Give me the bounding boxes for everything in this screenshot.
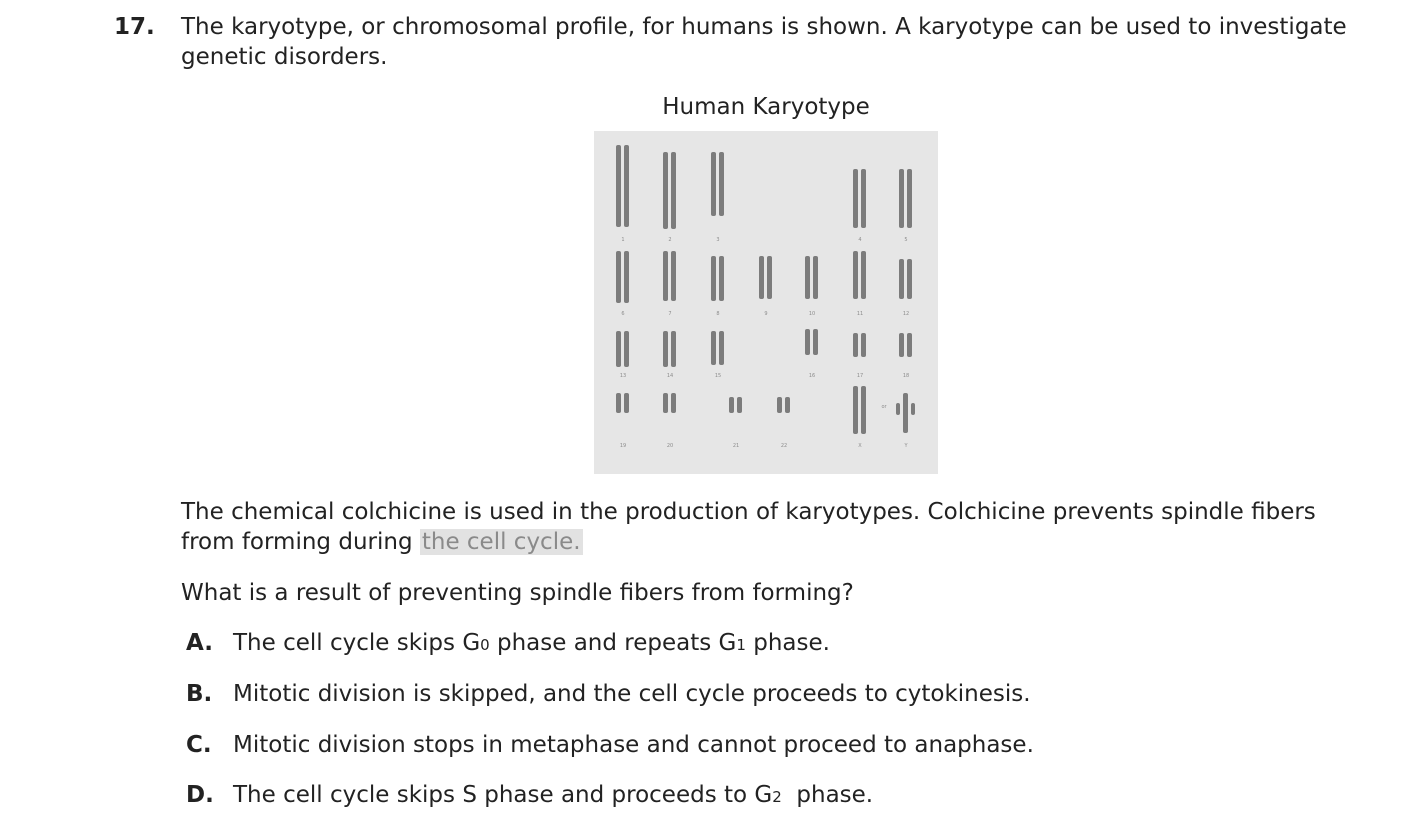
chromosome-label: 2 (668, 237, 672, 243)
chromosome-label: X (858, 443, 862, 449)
chromosome-label: 19 (619, 443, 627, 449)
chromosome-label: 18 (902, 373, 910, 379)
chromosome-label: 17 (856, 373, 864, 379)
chromosome-label: 13 (619, 373, 627, 379)
chromosome-label: 4 (858, 237, 862, 243)
chromosome-label: 22 (780, 443, 788, 449)
choice-text: The cell cycle skips S phase and proceeds to G2 phase. (233, 782, 874, 808)
chromosome-label: 21 (732, 443, 740, 449)
question-number: 17. (114, 14, 155, 40)
chromosome-label: 7 (668, 311, 672, 317)
choice-b[interactable] (186, 679, 1366, 709)
choice-letter: B. (186, 681, 213, 707)
chromosome-label: 1 (621, 237, 625, 243)
question-stem: The karyotype, or chromosomal profile, for humans is shown. A karyotype can be used to investigate genetic disorders. (181, 14, 1347, 70)
chromosome-label: 11 (856, 311, 864, 317)
chromosome-label: 20 (666, 443, 674, 449)
passage (181, 497, 1361, 557)
choice-d[interactable] (186, 780, 1366, 812)
question-prompt: What is a result of preventing spindle fibers from forming? (181, 580, 854, 606)
choice-text: Mitotic division is skipped, and the cell cycle proceeds to cytokinesis. (233, 681, 1031, 707)
highlighted-text[interactable]: the cell cycle. (421, 529, 581, 555)
chromosome-label: 15 (714, 373, 722, 379)
passage-text: The chemical colchicine is used in the production of karyotypes. Colchicine prevents spindle fibers from forming during (181, 499, 1316, 555)
or-label: or (881, 404, 887, 410)
choice-a[interactable] (186, 628, 1366, 660)
choice-text: The cell cycle skips G0 phase and repeats G1 phase. (233, 630, 830, 656)
karyotype-svg (594, 131, 938, 474)
choice-letter: C. (186, 732, 212, 758)
figure-title: Human Karyotype (662, 94, 870, 120)
karyotype-image (594, 131, 938, 474)
chromosome-label: 9 (764, 311, 768, 317)
chromosome-label: Y (904, 443, 908, 449)
chromosome-label: 14 (666, 373, 674, 379)
chromosome-label: 5 (904, 237, 908, 243)
chromosome-label: 16 (808, 373, 816, 379)
choice-letter: D. (186, 782, 214, 808)
choice-c[interactable] (186, 730, 1366, 760)
chromosome-label: 8 (716, 311, 720, 317)
chromosome-label: 6 (621, 311, 625, 317)
chromosome-label: 12 (902, 311, 910, 317)
chromosome-label: 3 (716, 237, 720, 243)
choice-letter: A. (186, 630, 213, 656)
chromosome-label: 10 (808, 311, 816, 317)
choice-text: Mitotic division stops in metaphase and cannot proceed to anaphase. (233, 732, 1034, 758)
